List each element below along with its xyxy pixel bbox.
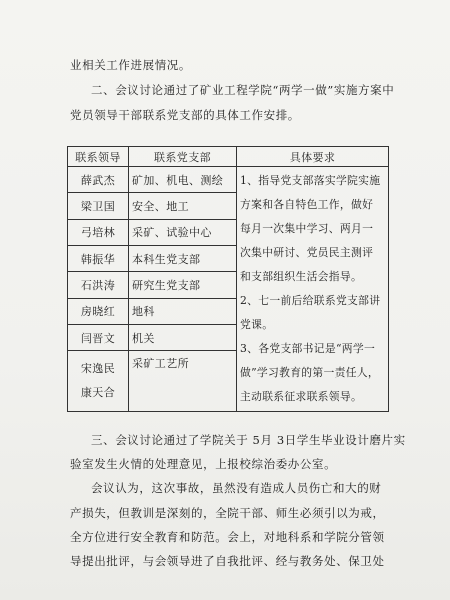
section-two-heading: 二、会议讨论通过了矿业工程学院“两学一做”实施方案中: [91, 83, 395, 97]
text-line: 会议认为，这次事故，虽然没有造成人员伤亡和大的财: [91, 481, 382, 495]
header-leader: 联系领导: [68, 147, 129, 167]
text-line: 全方位进行安全教育和防范。会上，对地科系和学院分管领: [70, 530, 385, 544]
leader-cell: 石洪涛: [68, 272, 129, 298]
header-branch: 联系党支部: [129, 147, 237, 167]
requirement-line: 和支部组织生活会指导。: [240, 270, 363, 283]
requirement-line: 方案和各自特色工作，做好: [240, 198, 374, 211]
leader-cell: 房晓红: [68, 298, 129, 324]
text-line: 验室发生火情的处理意见，上报校综治委办公室。: [70, 457, 337, 471]
requirement-line: 次集中研讨、党员民主测评: [240, 246, 374, 259]
leader-name: 康天合: [80, 386, 116, 400]
liaison-table: [67, 146, 389, 412]
requirement-line: 主动联系征求联系领导。: [240, 390, 363, 403]
branch-cell: 安全、地工: [129, 193, 237, 219]
section-three-heading: 三、会议讨论通过了学院关于 5月 3日学生毕业设计磨片实: [91, 433, 406, 447]
leader-cell: 薛武杰: [68, 167, 129, 193]
text-line: 产损失，但教训是深刻的，全院干部、师生必须引以为戒，: [70, 506, 385, 520]
leader-cell: [68, 351, 129, 412]
text-line: 业相关工作进展情况。: [70, 58, 191, 72]
requirement-line: 每月一次集中学习、两月一: [240, 222, 374, 235]
requirement-line: 1、指导党支部落实学院实施: [240, 174, 381, 187]
leader-cell: 梁卫国: [68, 193, 129, 219]
requirement-line: 做”学习教育的第一责任人，: [240, 366, 379, 379]
requirements-cell: [237, 167, 389, 412]
table-row: [68, 167, 389, 193]
requirement-line: 党课。: [240, 318, 274, 331]
requirement-line: 2、七一前后给联系党支部讲: [240, 294, 381, 307]
text-line: 党员领导干部联系党支部的具体工作安排。: [70, 108, 300, 122]
branch-cell: 采矿工艺所: [129, 351, 237, 412]
requirement-line: 3、各党支部书记是“两学一: [240, 342, 376, 355]
branch-cell: 机关: [129, 324, 237, 350]
branch-cell: 矿加、机电、测绘: [129, 167, 237, 193]
branch-cell: 研究生党支部: [129, 272, 237, 298]
branch-cell: 地科: [129, 298, 237, 324]
branch-cell: 本科生党支部: [129, 245, 237, 271]
table-header-row: [68, 147, 389, 167]
text-line: 导提出批评，与会领导进了自我批评、经与教务处、保卫处: [70, 554, 385, 568]
leader-cell: 韩振华: [68, 245, 129, 271]
branch-cell: 采矿、试验中心: [129, 219, 237, 245]
leader-cell: 弓培林: [68, 219, 129, 245]
leader-name: 宋逸民: [80, 362, 116, 376]
header-requirements: 具体要求: [237, 147, 389, 167]
leader-cell: 闫晋文: [68, 324, 129, 350]
